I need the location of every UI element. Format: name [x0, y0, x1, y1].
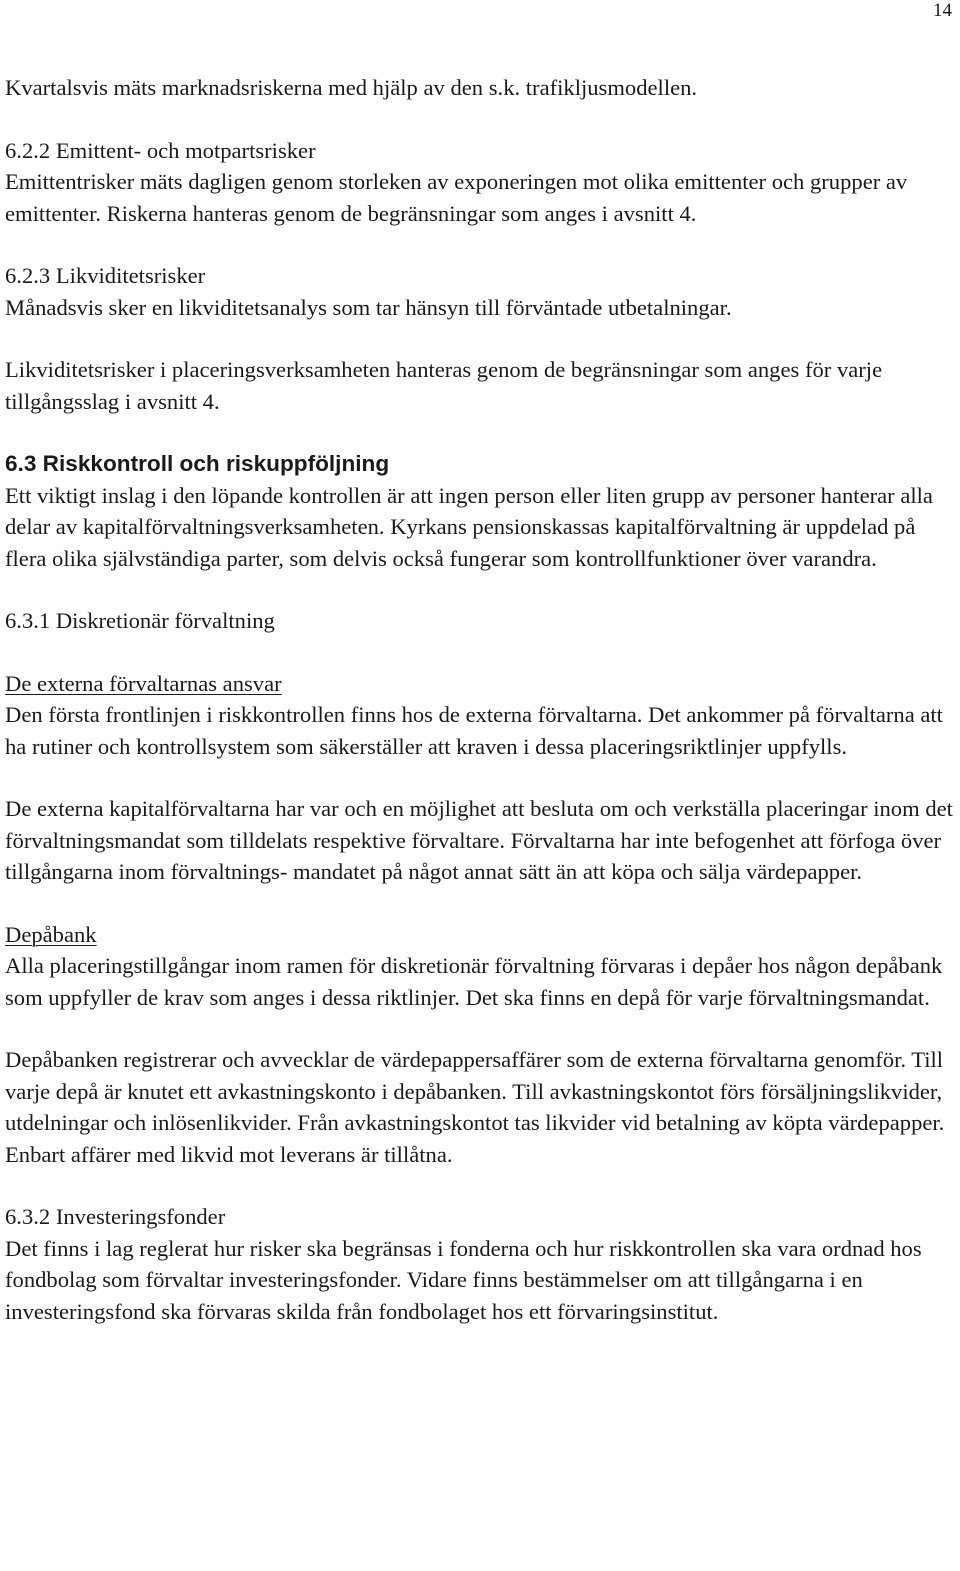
external-managers-heading: De externa förvaltarnas ansvar: [5, 670, 282, 696]
external-managers-body: Den första frontlinjen i riskkontrollen finns hos de externa förvaltarna. Det ankommer på förvaltarna att ha rutiner och kontrollsystem som säkerställer att kraven i dessa placeringsriktlinjer uppfylls.: [5, 702, 943, 759]
page-number: 14: [933, 0, 952, 21]
document-body: [5, 72, 955, 1327]
section-6-2-2-body: Emittentrisker mäts dagligen genom storleken av exponeringen mot olika emittenter och grupper av emittenter. Riskerna hanteras genom de begränsningar som anges i avsnitt 4.: [5, 169, 908, 226]
custody-bank-body-2: Depåbanken registrerar och avvecklar de värdepappersaffärer som de externa förvaltarna genomför. Till varje depå är knutet ett avkastningskonto i depåbanken. Till avkastningskontot förs försäljningslikvider, utdelningar och inlösenlikvider. Från avkastningskontot tas likvider vid betalning av köpta värdepapper. Enbart affärer med likvid mot leverans är tillåtna.: [5, 1047, 945, 1167]
custody-bank-body: Alla placeringstillgångar inom ramen för diskretionär förvaltning förvaras i depåer hos någon depåbank som uppfyller de krav som anges i dessa riktlinjer. Det ska finns en depå för varje förvaltningsmandat.: [5, 953, 943, 1010]
section-6-3-body: Ett viktigt inslag i den löpande kontrollen är att ingen person eller liten grupp av personer hanterar alla delar av kapitalförvaltningsverksamheten. Kyrkans pensionskassas kapitalförvaltning är uppdelad på flera olika självständiga parter, som delvis också fungerar som kontrollfunktioner över varandra.: [5, 482, 933, 571]
section-6-3-1-title: 6.3.1 Diskretionär förvaltning: [5, 608, 275, 633]
intro-paragraph: Kvartalsvis mäts marknadsriskerna med hjälp av den s.k. trafikljusmodellen.: [5, 75, 698, 100]
section-6-2-2-title: 6.2.2 Emittent- och motpartsrisker: [5, 137, 316, 163]
section-6-2-3-body: Månadsvis sker en likviditetsanalys som tar hänsyn till förväntade utbetalningar.: [5, 294, 732, 320]
external-managers-body-2: De externa kapitalförvaltarna har var och en möjlighet att besluta om och verkställa placeringar inom det förvaltningsmandat som tilldelats respektive förvaltare. Förvaltarna har inte befogenhet att förfoga över tillgångarna inom förvaltnings- mandatet på något annat sätt än att köpa och sälja värdepapper.: [5, 796, 953, 884]
section-6-2-3-title: 6.2.3 Likviditetsrisker: [5, 263, 206, 288]
section-6-2-3-body-2: Likviditetsrisker i placeringsverksamheten hanteras genom de begränsningar som anges för varje tillgångsslag i avsnitt 4.: [5, 357, 883, 414]
section-6-3-title: 6.3 Riskkontroll och riskuppföljning: [5, 451, 390, 476]
section-6-3-2-title: 6.3.2 Investeringsfonder: [5, 1204, 226, 1229]
custody-bank-heading: Depåbank: [5, 921, 97, 947]
section-6-3-2-body: Det finns i lag reglerat hur risker ska begränsas i fonderna och hur riskkontrollen ska vara ordnad hos fondbolag som förvaltar investeringsfonder. Vidare finns bestämmelser om att tillgångarna i en investeringsfond ska förvaras skilda från fondbolaget hos ett förvaringsinstitut.: [5, 1235, 922, 1324]
